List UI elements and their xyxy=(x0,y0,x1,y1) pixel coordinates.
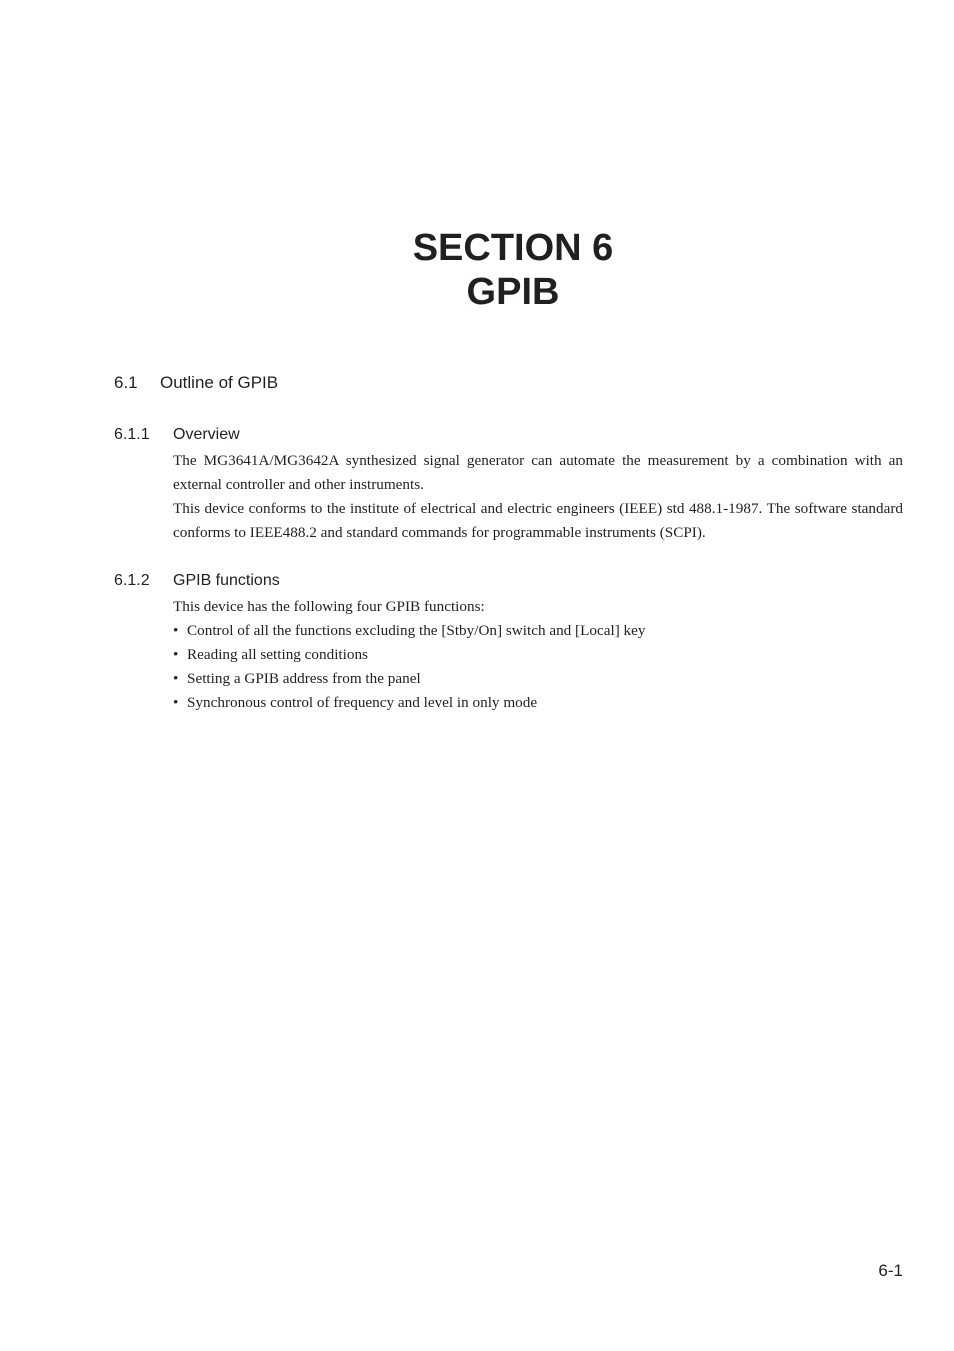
heading-number: 6.1 xyxy=(114,373,138,392)
section-title-line-1: SECTION 6 xyxy=(412,227,614,269)
heading-6-1-2 xyxy=(114,571,280,591)
list-item: • Setting a GPIB address from the panel xyxy=(173,667,903,691)
section-title xyxy=(0,226,954,314)
overview-paragraph-2: This device conforms to the institute of electrical and electric engineers (IEEE) std 488.1-1987. The software standard conforms to IEEE488.2 and standard commands for programmable instruments (SCPI). xyxy=(173,500,903,541)
section-title-line-2: GPIB xyxy=(466,271,560,313)
heading-text: Outline of GPIB xyxy=(160,373,279,392)
gpib-functions-list xyxy=(173,619,903,715)
gpib-functions-body xyxy=(173,595,903,715)
list-item: • Reading all setting conditions xyxy=(173,643,903,667)
heading-number: 6.1.2 xyxy=(114,572,150,589)
list-item: • Control of all the functions excluding the [Stby/On] switch and [Local] key xyxy=(173,619,903,643)
heading-6-1 xyxy=(114,373,278,393)
overview-body xyxy=(173,449,903,545)
list-item: • Synchronous control of frequency and level in only mode xyxy=(173,691,903,715)
page-number: 6-1 xyxy=(878,1261,903,1280)
heading-number: 6.1.1 xyxy=(114,426,150,443)
heading-6-1-1 xyxy=(114,425,240,445)
overview-paragraph-1: The MG3641A/MG3642A synthesized signal generator can automate the measurement by a combination with an external controller and other instruments. xyxy=(173,452,903,493)
heading-text: GPIB functions xyxy=(173,572,280,589)
heading-text: Overview xyxy=(173,426,240,443)
gpib-functions-intro: This device has the following four GPIB functions: xyxy=(173,598,485,615)
